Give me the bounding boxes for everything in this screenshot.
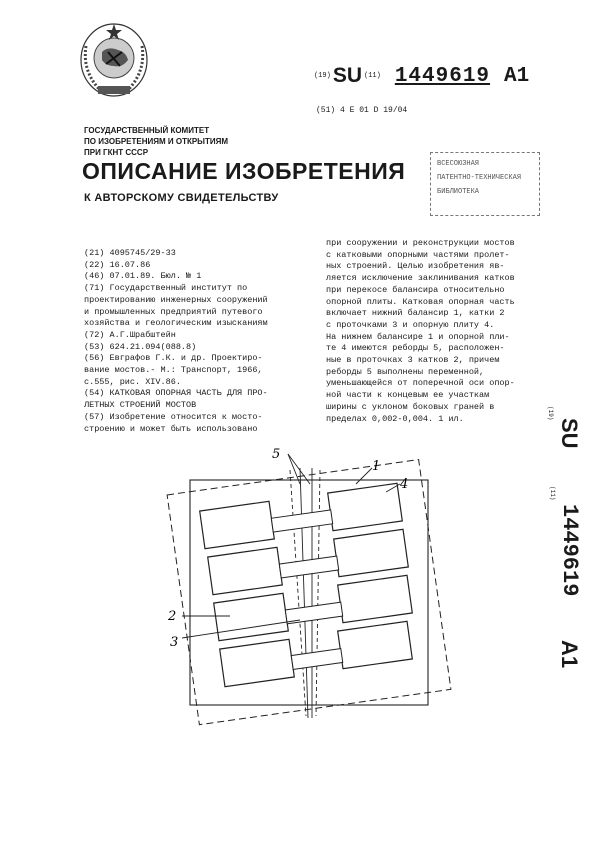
biblio-line: (56) Евграфов Г.К. и др. Проектиро-: [84, 353, 263, 364]
code-19: (19): [314, 72, 331, 80]
stamp-line: ПАТЕНТНО-ТЕХНИЧЕСКАЯ: [437, 174, 522, 182]
abstract-line: с катковыми опорными частями пролет-: [326, 249, 510, 260]
abstract-line: На нижнем балансире 1 и опорной пли-: [326, 331, 510, 342]
biblio-line: с.555, рис. XIV.86.: [84, 376, 181, 387]
side-patent-id: [547, 400, 582, 690]
technical-drawing: [160, 440, 460, 740]
biblio-line: (21) 4095745/29-33: [84, 248, 176, 258]
abstract-line: опорной плиты. Катковая опорная часть: [326, 296, 515, 307]
biblio-line: и промышленных предприятий путевого: [84, 306, 263, 317]
committee-line: ГОСУДАРСТВЕННЫЙ КОМИТЕТ: [84, 126, 210, 135]
biblio-line: (53) 624.21.094(088.8): [84, 341, 197, 352]
ussr-emblem-icon: [76, 16, 152, 102]
label-1: 1: [372, 459, 381, 474]
bibliographic-data: [84, 248, 316, 435]
label-3: 3: [170, 635, 179, 650]
abstract-line: при сооружении и реконструкции мостов: [326, 238, 515, 248]
abstract-line: те 4 имеются реборды 5, расположен-: [326, 343, 505, 354]
biblio-line: ЛЕТНЫХ СТРОЕНИЙ МОСТОВ: [84, 400, 197, 411]
abstract-text: [326, 238, 548, 425]
abstract-line: при перекосе балансира относительно: [326, 284, 505, 295]
biblio-line: (54) КАТКОВАЯ ОПОРНАЯ ЧАСТЬ ДЛЯ ПРО-: [84, 388, 268, 399]
side-code-19: (19): [547, 406, 554, 421]
abstract-line: пределах 0,002-0,004. 1 ил.: [326, 413, 464, 424]
biblio-line: проектированию инженерных сооружений: [84, 294, 268, 305]
abstract-line: ной части к концевым ее участкам: [326, 390, 490, 401]
abstract-line: с проточками 3 и опорную плиту 4.: [326, 319, 495, 330]
patent-number: 1449619: [394, 64, 491, 88]
document-subtitle: К АВТОРСКОМУ СВИДЕТЕЛЬСТВУ: [84, 192, 279, 204]
abstract-line: ширины с уклоном боковых граней в: [326, 401, 495, 412]
abstract-line: ляется исключение заклинивания катков: [326, 273, 515, 284]
biblio-line: (46) 07.01.89. Бюл. № 1: [84, 271, 202, 282]
biblio-line: (72) А.Г.Шрабштейн: [84, 329, 176, 340]
abstract-line: включает нижний балансир 1, катки 2: [326, 308, 505, 319]
side-code-11: (11): [549, 486, 556, 501]
biblio-line: строению и может быть использовано: [84, 423, 258, 434]
side-kind-code: A1: [557, 640, 582, 669]
label-4: 4: [400, 477, 409, 492]
label-2: 2: [168, 609, 177, 624]
abstract-line: уменьшающейся от поперечной оси опор-: [326, 378, 515, 389]
abstract-line: ные в проточках 3 катков 2, причем: [326, 355, 500, 366]
biblio-line: вание мостов.- М.: Транспорт, 1966,: [84, 365, 263, 376]
flanges: [290, 468, 320, 718]
side-patent-number: 1449619: [557, 504, 582, 597]
abstract-line: реборды 5 выполнены переменной,: [326, 366, 485, 377]
library-stamp: [430, 152, 540, 216]
biblio-line: (57) Изобретение относится к мосто-: [84, 411, 263, 422]
committee-name: [84, 125, 228, 158]
country-code: SU: [332, 64, 362, 87]
abstract-line: ных строений. Целью изобретения яв-: [326, 261, 505, 272]
biblio-line: (71) Государственный институт по: [84, 283, 248, 294]
biblio-line: хозяйства и геологическим изысканиям: [84, 318, 268, 329]
committee-line: ПРИ ГКНТ СССР: [84, 148, 149, 157]
label-5: 5: [272, 447, 281, 462]
side-country-code: SU: [557, 418, 582, 449]
document-title: ОПИСАНИЕ ИЗОБРЕТЕНИЯ: [82, 158, 406, 184]
stamp-line: БИБЛИОТЕКА: [437, 188, 480, 196]
patent-id-line: [314, 64, 529, 88]
kind-code: A1: [504, 64, 530, 88]
biblio-line: (22) 16.07.86: [84, 259, 151, 270]
committee-line: ПО ИЗОБРЕТЕНИЯМ И ОТКРЫТИЯМ: [84, 137, 229, 146]
code-11: (11): [364, 72, 381, 80]
stamp-line: ВСЕСОЮЗНАЯ: [437, 160, 480, 168]
ipc-classification: (51) 4 E 01 D 19/04: [316, 106, 408, 115]
